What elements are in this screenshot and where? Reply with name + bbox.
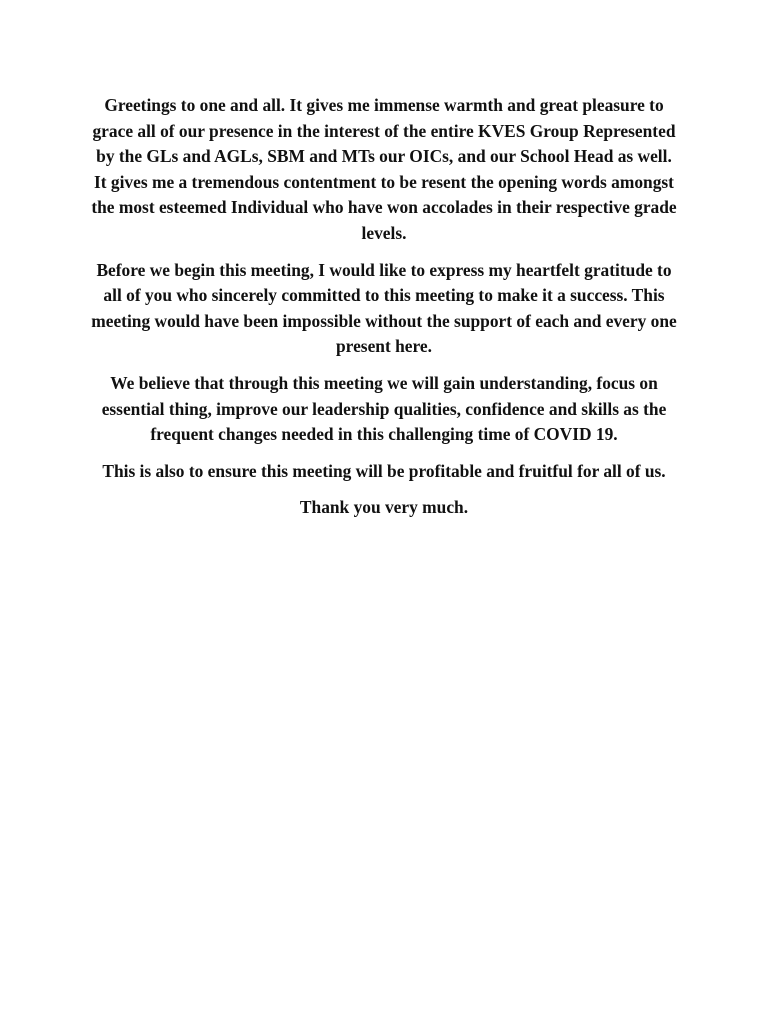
paragraph-assurance: This is also to ensure this meeting will be profitable and fruitful for all of us. [102,460,666,481]
paragraph-closing: Thank you very much. [299,497,469,518]
speech-body [90,93,678,532]
paragraph-purpose: We believe that through this meeting we will gain understanding, focus on essential thing, improve our leadership qualities, confidence and skills as the frequent changes needed in this challenging time of COVID 19. [101,372,667,445]
paragraph-gratitude: Before we begin this meeting, I would like to express my heartfelt gratitude to all of you who sincerely committed to this meeting to make it a success. This meeting would have been impossible without the support of each and every one present here. [91,259,677,357]
paragraph-greetings: Greetings to one and all. It gives me immense warmth and great pleasure to grace all of our presence in the interest of the entire KVES Group Represented by the GLs and AGLs, SBM and MTs our OICs, and our School Head as well. It gives me a tremendous contentment to be resent the opening words amongst the most esteemed Individual who have won accolades in their respective grade levels. [91,95,677,243]
